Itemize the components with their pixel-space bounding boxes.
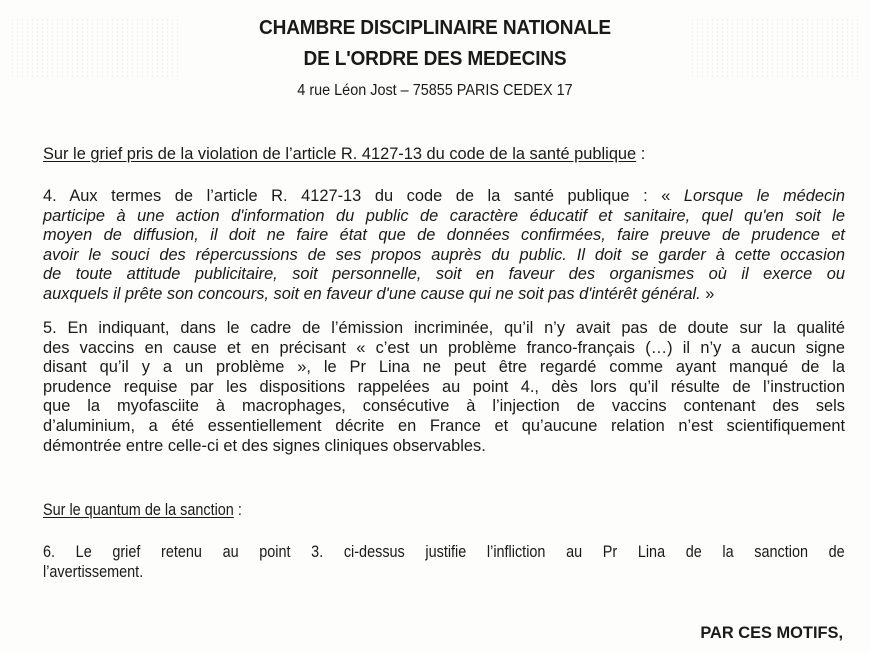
paragraph-line: auxquels il prête son concours, soit en faveur d'une cause qui ne soit pas d'intérêt général. » <box>43 284 715 303</box>
paragraph-line: participe à une action d'information du public de caractère éducatif et sanitaire, quel qu'en soit le <box>43 206 845 225</box>
paragraph-4 <box>43 187 845 305</box>
closing-par-ces-motifs: PAR CES MOTIFS, <box>700 624 843 642</box>
paragraph-line: prudence requise par les dispositions rappelées au point 4., dès lors qu’il résulte de l’instruction <box>43 377 845 396</box>
paragraph-5 <box>43 319 845 456</box>
section-heading-grief <box>43 145 845 165</box>
section-heading-suffix: : <box>636 145 646 163</box>
header-address: 4 rue Léon Jost – 75855 PARIS CEDEX 17 <box>297 82 573 99</box>
paragraph-6 <box>43 543 845 582</box>
paragraph-line: 6. Le grief retenu au point 3. ci-dessus justifie l’infliction au Pr Lina de la sanction de <box>43 543 845 561</box>
paragraph-line: avoir le souci des répercussions de ses propos auprès du public. Il doit se garder à cette occasion <box>43 245 845 264</box>
paragraph-line: l’avertissement. <box>43 562 144 581</box>
paragraph-line: 4. Aux termes de l’article R. 4127-13 du code de la santé publique : « Lorsque le médecin <box>43 187 845 205</box>
paragraph-line: disant qu’il y a un problème », le Pr Lina ne peut être regardé comme ayant manqué de la <box>43 358 845 377</box>
section-heading-suffix: : <box>233 501 242 519</box>
paragraph-line: moyen de diffusion, il doit ne faire état que de données confirmées, faire preuve de prudence et <box>43 226 845 245</box>
paragraph-line: démontrée entre celle-ci et des signes cliniques observables. <box>43 436 486 455</box>
paragraph-line: des vaccins en cause et en précisant « c’est un problème franco-français (…) il n’y a aucun signe <box>43 338 845 357</box>
paragraph-line: 5. En indiquant, dans le cadre de l’émission incriminée, qu’il n’y avait pas de doute sur la qualité <box>43 319 845 337</box>
paragraph-line: que la myofasciite à macrophages, consécutive à l’injection de vaccins contenant des sels <box>43 397 845 416</box>
paragraph-line: de toute attitude publicitaire, soit personnelle, soit en faveur des organismes où il exerce ou <box>43 265 845 284</box>
section-heading-text: Sur le quantum de la sanction <box>43 501 234 519</box>
header-title-line1: CHAMBRE DISCIPLINAIRE NATIONALE <box>259 16 611 39</box>
paragraph-line: d’aluminium, a été essentiellement décrite en France et qu’aucune relation n’est scientifiquement <box>43 416 845 435</box>
header-title-line2: DE L'ORDRE DES MEDECINS <box>303 47 567 70</box>
section-heading-text: Sur le grief pris de la violation de l’article R. 4127-13 du code de la santé publique <box>43 145 637 163</box>
section-heading-quantum <box>43 501 749 521</box>
